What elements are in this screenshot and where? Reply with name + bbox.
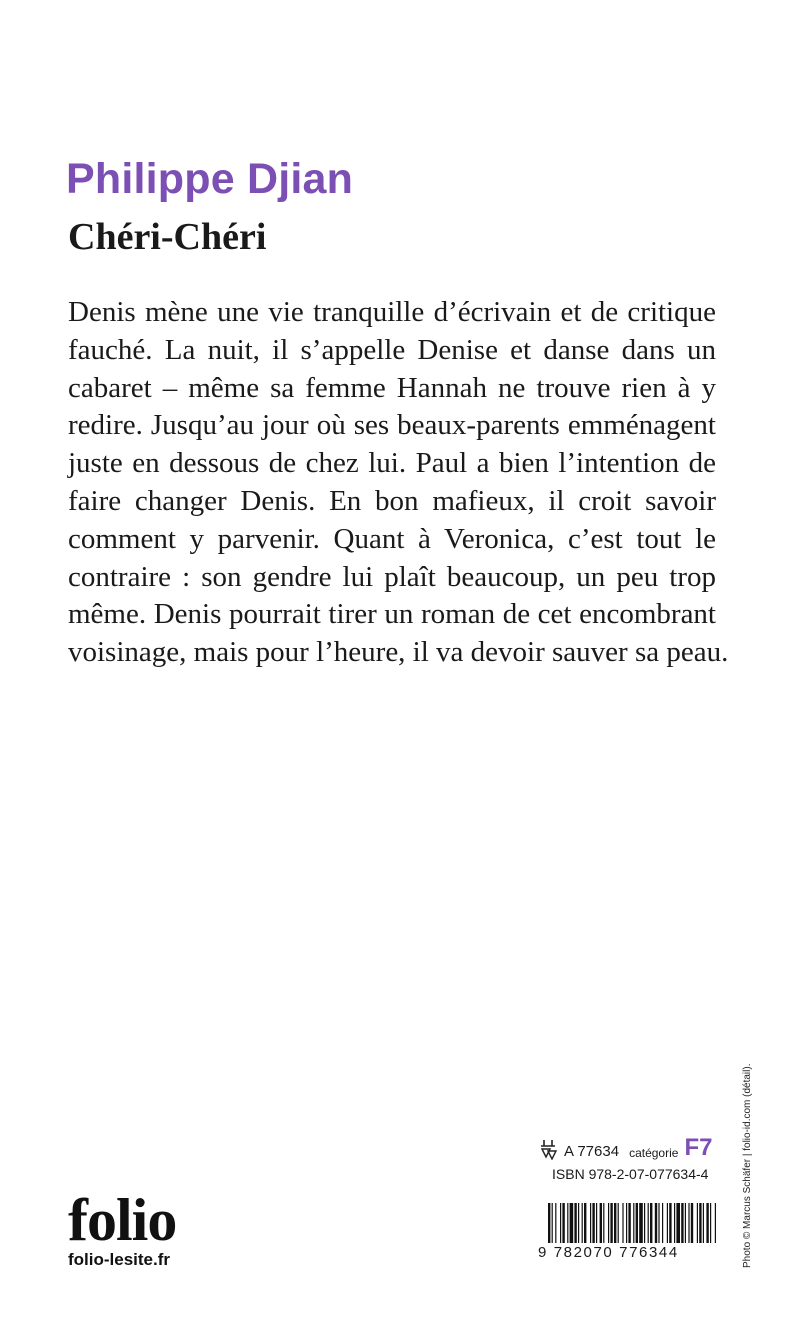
blurb-line: comment y parvenir. Quant à Veronica, c’est tout le [68,522,716,555]
blurb-line: Denis mène une vie tranquille d’écrivain et de critique [68,296,716,328]
photo-credit: Photo © Marcus Schäfer | folio-id.com (détail). [742,1063,753,1268]
barcode-bar [658,1203,659,1243]
barcode-bar [596,1203,597,1243]
barcode-bar [555,1203,556,1243]
blurb [68,294,729,672]
barcode-bar [578,1203,579,1243]
barcode-bar [699,1203,701,1243]
blurb-line: redire. Jusqu’au jour où ses beaux-parents emménagent [68,409,716,442]
barcode-bar [655,1203,657,1243]
barcode-bar [685,1203,686,1243]
barcode-bar [676,1203,680,1243]
barcode-bar [669,1203,671,1243]
book-title: Chéri-Chéri [68,216,267,258]
blurb-line: juste en dessous de chez lui. Paul a bien l’intention de [68,447,716,480]
barcode-bar [552,1203,553,1243]
barcode-bar [618,1203,619,1243]
barcode-bar [584,1203,586,1243]
barcode-bar [674,1203,675,1243]
blurb-line: cabaret – même sa femme Hannah ne trouve rien à y [68,371,716,404]
barcode-bar [582,1203,583,1243]
barcode-bar [562,1203,564,1243]
barcode-bar [592,1203,594,1243]
blurb-line: même. Denis pourrait tirer un roman de cet encombrant [68,598,716,631]
blurb-line: voisinage, mais pour l’heure, il va devoir sauver sa peau. [68,636,729,669]
barcode-bars [548,1203,716,1243]
barcode-bar [574,1203,576,1243]
barcode-bar [710,1203,711,1243]
barcode-bar [600,1203,602,1243]
barcode-bar [626,1203,627,1243]
barcode [548,1203,716,1273]
barcode-bar [703,1203,704,1243]
recycle-icon [538,1138,558,1160]
barcode-bar [715,1203,716,1243]
barcode-bar [548,1203,550,1243]
catalog-code: A 77634 [564,1143,620,1160]
barcode-bar [636,1203,638,1243]
publisher-logo: folio [68,1187,177,1253]
barcode-bar [622,1203,623,1243]
category-code: F7 [684,1134,713,1161]
blurb-line: faire changer Denis. En bon mafieux, il croit savoir [68,484,716,517]
barcode-bar [603,1203,604,1243]
barcode-bar [570,1203,574,1243]
barcode-bar [610,1203,612,1243]
barcode-bar [560,1203,561,1243]
barcode-bar [706,1203,708,1243]
barcode-bar [644,1203,645,1243]
barcode-bar [628,1203,630,1243]
catalog-info [538,1130,718,1182]
barcode-bar [639,1203,643,1243]
barcode-bar [608,1203,609,1243]
barcode-bar [590,1203,591,1243]
author-name: Philippe Djian [66,155,354,203]
barcode-bar [667,1203,668,1243]
blurb-line: fauché. La nuit, il s’appelle Denise et danse dans un [68,333,716,366]
barcode-bar [650,1203,652,1243]
barcode-bar [567,1203,568,1243]
barcode-bar [614,1203,616,1243]
barcode-bar [648,1203,649,1243]
barcode-bar [633,1203,634,1243]
barcode-bar [688,1203,689,1243]
barcode-digits: 9 782070 776344 [538,1244,679,1261]
barcode-bar [697,1203,698,1243]
category-label: catégorie [629,1146,679,1160]
blurb-line: contraire : son gendre lui plaît beaucoup, un peu trop [68,560,716,593]
barcode-bar [681,1203,683,1243]
publisher-site: folio-lesite.fr [68,1250,171,1269]
barcode-bar [691,1203,693,1243]
barcode-bar [662,1203,663,1243]
isbn: ISBN 978-2-07-077634-4 [552,1166,709,1182]
